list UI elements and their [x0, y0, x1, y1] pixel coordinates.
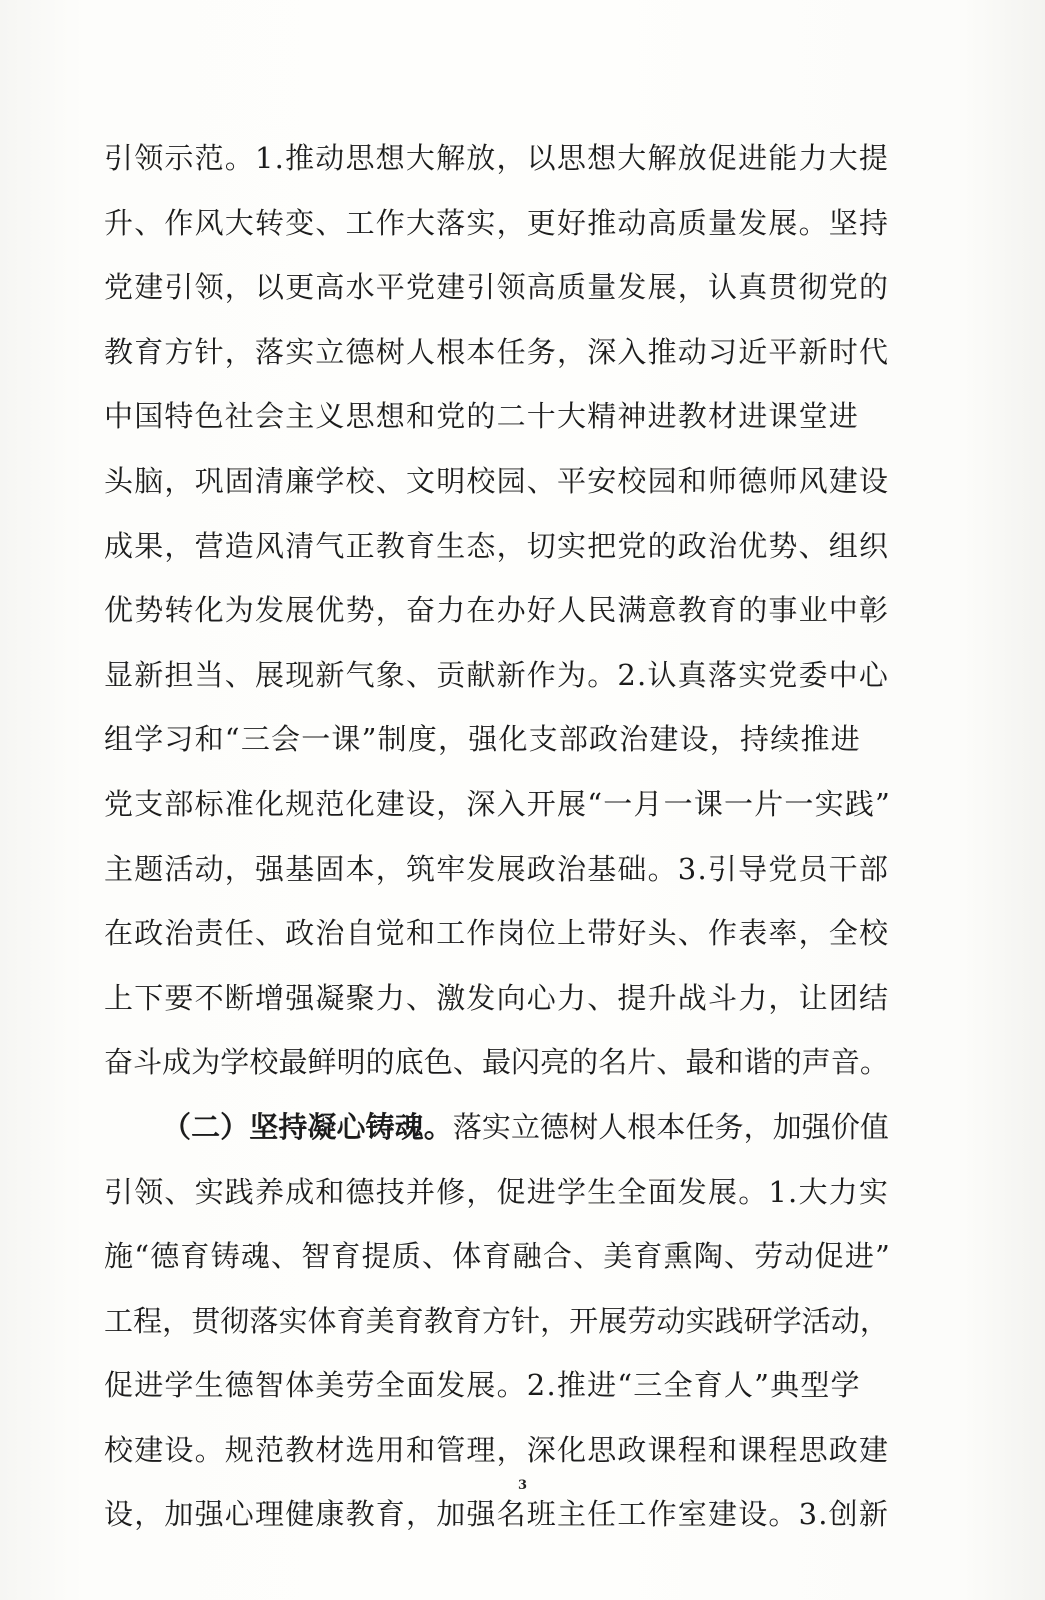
text-line: 上下要不断增强凝聚力、激发向心力、提升战斗力，让团结	[104, 980, 890, 1015]
page-number: 3	[517, 1478, 528, 1493]
section-heading: （二）坚持凝心铸魂。	[162, 1109, 453, 1144]
text-line: 组学习和“三会一课”制度，强化支部政治建设，持续推进	[104, 722, 861, 757]
text-line: 在政治责任、政治自觉和工作岗位上带好头、作表率，全校	[104, 916, 890, 951]
text-line: 校建设。规范教材选用和管理，深化思政课程和课程思政建	[104, 1432, 890, 1467]
text-line: 引领、实践养成和德技并修，促进学生全面发展。1.大力实	[104, 1174, 890, 1209]
text-line: 设，加强心理健康教育，加强名班主任工作室建设。3.创新	[104, 1497, 890, 1532]
text-line: 促进学生德智体美劳全面发展。2.推进“三全育人”典型学	[104, 1368, 861, 1403]
section-first-line-text: 落实立德树人根本任务，加强价值	[452, 1109, 890, 1144]
text-line: 教育方针，落实立德树人根本任务，深入推动习近平新时代	[104, 334, 890, 369]
text-line: 奋斗成为学校最鲜明的底色、最闪亮的名片、最和谐的声音。	[104, 1045, 890, 1080]
text-line: 升、作风大转变、工作大落实，更好推动高质量发展。坚持	[104, 205, 890, 240]
text-line: 成果，营造风清气正教育生态，切实把党的政治优势、组织	[104, 528, 890, 563]
text-line: 头脑，巩固清廉学校、文明校园、平安校园和师德师风建设	[104, 463, 890, 498]
text-line: 党支部标准化规范化建设，深入开展“一月一课一片一实践”	[104, 786, 892, 821]
text-line: 工程，贯彻落实体育美育教育方针，开展劳动实践研学活动，	[104, 1303, 890, 1338]
text-line: 优势转化为发展优势，奋力在办好人民满意教育的事业中彰	[104, 593, 890, 628]
text-line: 党建引领，以更高水平党建引领高质量发展，认真贯彻党的	[104, 270, 890, 305]
text-line: 引领示范。1.推动思想大解放，以思想大解放促进能力大提	[104, 141, 890, 175]
text-line: 显新担当、展现新气象、贡献新作为。2.认真落实党委中心	[104, 657, 890, 692]
body-text	[104, 126, 894, 1547]
section-first-line	[104, 1095, 894, 1160]
text-line: 中国特色社会主义思想和党的二十大精神进教材进课堂进	[104, 399, 860, 434]
text-line: 主题活动，强基固本，筑牢发展政治基础。3.引导党员干部	[104, 851, 890, 886]
text-line: 施“德育铸魂、智育提质、体育融合、美育熏陶、劳动促进”	[104, 1239, 892, 1274]
